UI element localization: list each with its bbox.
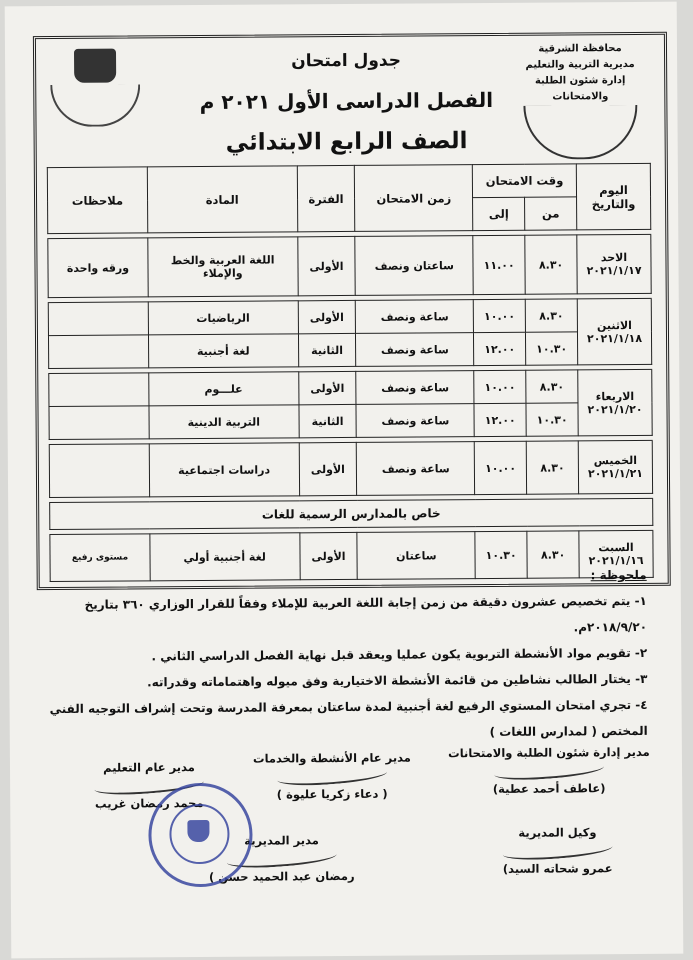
signatory-name: محمد رمضان غريب xyxy=(94,795,204,811)
laurel-wreath-icon xyxy=(523,105,637,160)
from-cell: ٨.٣٠ xyxy=(525,299,577,332)
notes-section xyxy=(37,562,648,748)
laurel-icon xyxy=(50,84,140,127)
to-cell: ١٠.٠٠ xyxy=(474,441,526,494)
special-schools-header: خاص بالمدارس الرسمية للغات xyxy=(50,498,653,529)
col-to: إلى xyxy=(473,197,525,230)
eagle-emblem-icon xyxy=(74,49,116,83)
subject-cell: التربية الدينية xyxy=(149,405,299,439)
signatory-name: (عاطف أحمد عطية) xyxy=(492,781,606,796)
schedule-frame xyxy=(33,32,671,590)
period-cell: الأولى xyxy=(299,442,357,495)
to-cell: ١٢.٠٠ xyxy=(474,403,526,436)
governorate-line: محافظة الشرقية xyxy=(538,43,622,55)
subject-cell: لغة أجنبية أولي xyxy=(150,533,300,581)
exam-schedule-table xyxy=(47,163,654,582)
to-cell: ١١.٠٠ xyxy=(473,235,525,294)
signatory-title: مدير إدارة شئون الطلبة والامتحانات xyxy=(448,744,650,761)
signatory-title: مدير المديرية xyxy=(244,833,319,848)
subject-cell: لغة أجنبية xyxy=(148,334,298,368)
col-duration: زمن الامتحان xyxy=(355,165,473,232)
period-cell: الثانية xyxy=(298,333,356,366)
note-item: ١- يتم تخصيص عشرون دقيقة من زمن إجابة اللغة العربية للإملاء وفقاً للقرار الوزاري ٣٦٠ بتاريخ ٢٠١٨/٩/٢٠م. xyxy=(84,593,648,635)
to-cell: ١٠.٠٠ xyxy=(473,299,525,332)
grade-title: الصف الرابع الابتدائي xyxy=(225,128,468,156)
note-item: ٤- تجري امتحان المستوي الرفيع لغة أجنبية لمدة ساعتان بمعرفة المدرسة وتحت إشراف التوجيه الفني المختص ( لمدارس اللغات ) xyxy=(49,697,648,739)
from-cell: ٨.٣٠ xyxy=(526,441,578,494)
signature-deputy xyxy=(472,822,642,879)
signatory-name: (عمرو شحاته السيد xyxy=(502,861,613,876)
day-cell: السبت ٢٠٢١/١/١٦ xyxy=(579,530,653,578)
col-day-date: اليوم والتاريخ xyxy=(576,163,650,230)
col-notes: ملاحظات xyxy=(47,167,147,234)
period-cell: الأولى xyxy=(298,300,356,333)
from-cell: ١٠.٣٠ xyxy=(526,403,578,436)
period-cell: الأولى xyxy=(297,236,355,295)
note-cell xyxy=(48,335,148,369)
subject-cell: اللغة العربية والخط والإملاء xyxy=(148,237,298,297)
subject-cell: علـــوم xyxy=(149,372,299,406)
day-cell: الخميس ٢٠٢١/١/٢١ xyxy=(578,440,652,494)
day-cell: الاثنين ٢٠٢١/١/١٨ xyxy=(577,298,651,365)
duration-cell: ساعة ونصف xyxy=(356,333,474,367)
duration-cell: ساعة ونصف xyxy=(357,442,475,496)
table-row xyxy=(48,331,651,368)
official-stamp-icon xyxy=(148,783,253,888)
duration-cell: ساعتان ونصف xyxy=(355,236,473,296)
note-item: ٣- يختار الطالب نشاطين من قائمة الأنشطة الاختيارية وفق ميوله واهتماماته وقدراته. xyxy=(147,671,648,690)
ministry-logo xyxy=(50,48,141,127)
to-cell: ١٠.٣٠ xyxy=(475,531,527,578)
col-subject: المادة xyxy=(147,166,297,233)
period-cell: الأولى xyxy=(299,532,357,579)
note-cell xyxy=(48,302,148,336)
day-cell: الاحد ٢٠٢١/١/١٧ xyxy=(577,234,651,294)
special-header-row xyxy=(50,498,653,529)
table-row xyxy=(49,440,652,497)
to-cell: ١٢.٠٠ xyxy=(474,332,526,365)
notes-title: ملحوظة : xyxy=(590,567,647,583)
header-row xyxy=(47,163,650,200)
signatory-title: وكيل المديرية xyxy=(518,825,597,840)
from-cell: ١٠.٣٠ xyxy=(526,332,578,365)
directorate-header xyxy=(510,41,651,160)
from-cell: ٨.٣٠ xyxy=(526,370,578,403)
note-cell: ورقه واحدة xyxy=(48,238,148,298)
signatory-title: مدير عام التعليم xyxy=(103,760,195,775)
signature-students-affairs xyxy=(434,742,664,800)
duration-cell: ساعتان xyxy=(357,532,475,580)
day-cell: الاربعاء ٢٠٢١/١/٢٠ xyxy=(578,369,652,436)
period-cell: الثانية xyxy=(298,404,356,437)
note-cell xyxy=(49,373,149,407)
from-cell: ٨.٣٠ xyxy=(525,235,577,294)
col-exam-time: وقت الامتحان xyxy=(472,164,576,198)
col-from: من xyxy=(525,197,577,230)
note-item: ٢- تقويم مواد الأنشطة التربوية يكون عمليا ويعقد قبل نهاية الفصل الدراسي الثاني . xyxy=(151,645,648,664)
col-period: الفترة xyxy=(297,165,355,231)
duration-cell: ساعة ونصف xyxy=(356,371,474,405)
signatory-name: ( رمضان عبد الحميد حسن xyxy=(208,868,355,884)
duration-cell: ساعة ونصف xyxy=(356,404,474,438)
signature-activities xyxy=(232,747,432,804)
table-row xyxy=(49,369,652,406)
from-cell: ٨.٣٠ xyxy=(527,531,579,578)
subject-cell: دراسات اجتماعية xyxy=(149,443,299,497)
signatory-title: مدير عام الأنشطة والخدمات xyxy=(252,750,411,766)
subject-cell: الرياضيات xyxy=(148,301,298,335)
table-row xyxy=(49,402,652,439)
department-line: إدارة شئون الطلبة والامتحانات xyxy=(534,75,626,103)
note-cell: مستوى رفيع xyxy=(50,534,150,582)
document-page xyxy=(5,2,684,959)
signatory-name: ( دعاء زكريا عليوة ) xyxy=(276,786,388,802)
document-title: جدول امتحان xyxy=(291,50,402,72)
note-cell xyxy=(49,406,149,440)
table-row xyxy=(48,298,651,335)
table-row xyxy=(48,234,651,297)
note-cell xyxy=(49,444,149,498)
eagle-emblem-icon xyxy=(187,820,209,842)
duration-cell: ساعة ونصف xyxy=(356,300,474,334)
period-cell: الأولى xyxy=(298,371,356,404)
directorate-line: مديرية التربية والتعليم xyxy=(525,58,635,71)
term-title: الفصل الدراسى الأول ٢٠٢١ م xyxy=(199,87,494,114)
to-cell: ١٠.٠٠ xyxy=(474,370,526,403)
